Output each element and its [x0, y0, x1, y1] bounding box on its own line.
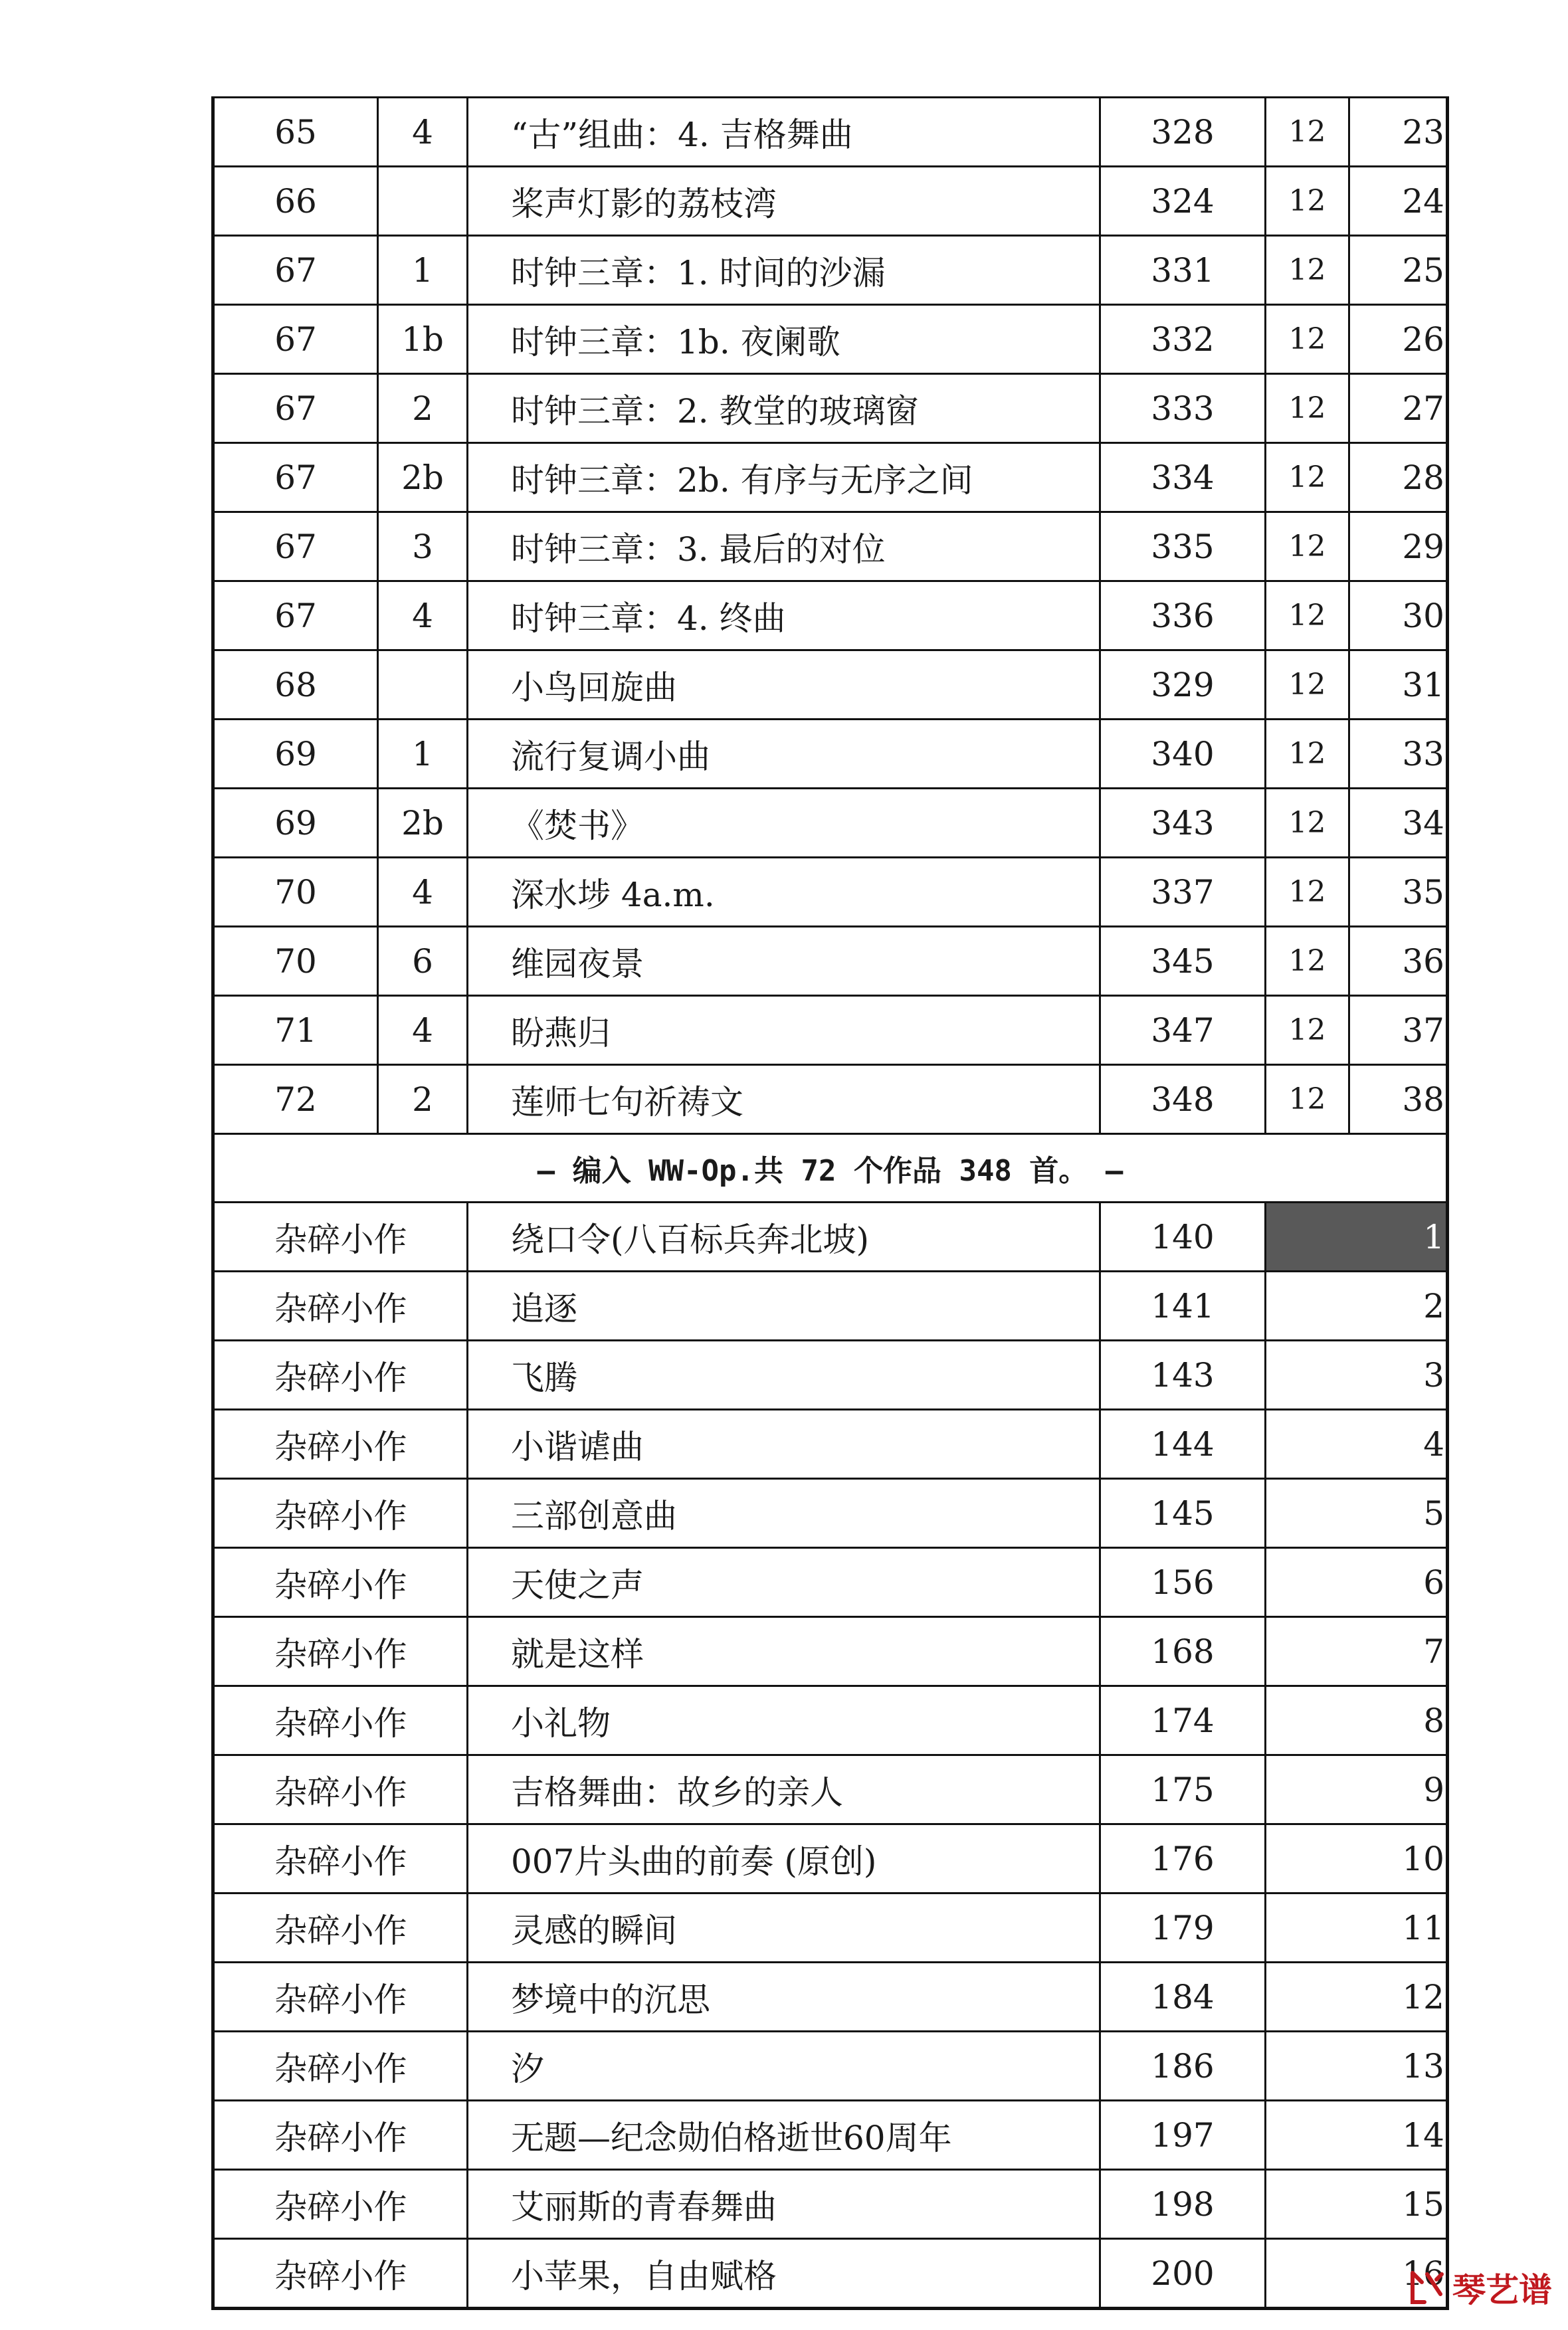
table-row — [213, 443, 1448, 512]
table-row — [213, 1272, 1448, 1341]
piece-number-cell: 3 — [378, 512, 468, 581]
category-cell: 杂碎小作 — [213, 1686, 468, 1755]
title-cell: 就是这样 — [468, 1617, 1100, 1686]
catalog-code-cell: 144 — [1100, 1410, 1266, 1479]
volume-cell: 12 — [1266, 927, 1349, 996]
table-row — [213, 1548, 1448, 1617]
table-row — [213, 512, 1448, 581]
title-cell: 盼燕归 — [468, 996, 1100, 1065]
piece-number-cell — [378, 650, 468, 720]
title-cell: 无题—纪念勋伯格逝世60周年 — [468, 2101, 1100, 2170]
piece-number-cell: 4 — [378, 581, 468, 650]
volume-cell: 12 — [1266, 305, 1349, 374]
music-logo-icon — [1407, 2268, 1447, 2307]
catalog-code-cell: 337 — [1100, 858, 1266, 927]
volume-cell: 12 — [1266, 512, 1349, 581]
title-cell: 三部创意曲 — [468, 1479, 1100, 1548]
catalog-code-cell: 343 — [1100, 789, 1266, 858]
piece-number-cell: 1b — [378, 305, 468, 374]
title-cell: 时钟三章：3. 最后的对位 — [468, 512, 1100, 581]
opus-number-cell: 72 — [213, 1065, 378, 1134]
volume-cell: 12 — [1266, 1065, 1349, 1134]
title-cell: 深水埗 4a.m. — [468, 858, 1100, 927]
table-row — [213, 374, 1448, 443]
piece-number-cell: 1 — [378, 236, 468, 305]
title-cell: 灵感的瞬间 — [468, 1893, 1100, 1963]
table-row — [213, 1963, 1448, 2032]
category-cell: 杂碎小作 — [213, 2170, 468, 2239]
volume-cell: 12 — [1266, 98, 1349, 167]
index-cell: 38 — [1349, 1065, 1448, 1134]
table-row — [213, 2032, 1448, 2101]
title-cell: 绕口令(八百标兵奔北坡) — [468, 1203, 1100, 1272]
index-cell: 30 — [1349, 581, 1448, 650]
category-cell: 杂碎小作 — [213, 1755, 468, 1824]
title-cell: 追逐 — [468, 1272, 1100, 1341]
table-row — [213, 2239, 1448, 2309]
title-cell: 小礼物 — [468, 1686, 1100, 1755]
table-row — [213, 996, 1448, 1065]
opus-number-cell: 70 — [213, 927, 378, 996]
index-cell: 36 — [1349, 927, 1448, 996]
watermark-logo — [1407, 2261, 1552, 2314]
index-cell: 11 — [1266, 1893, 1448, 1963]
opus-number-cell: 65 — [213, 98, 378, 167]
catalog-code-cell: 332 — [1100, 305, 1266, 374]
catalog-code-cell: 145 — [1100, 1479, 1266, 1548]
title-cell: 小谐谑曲 — [468, 1410, 1100, 1479]
table-row — [213, 1410, 1448, 1479]
opus-number-cell: 69 — [213, 720, 378, 789]
title-cell: 时钟三章：2. 教堂的玻璃窗 — [468, 374, 1100, 443]
table-row — [213, 2101, 1448, 2170]
table-row — [213, 98, 1448, 167]
opus-number-cell: 67 — [213, 443, 378, 512]
title-cell: 小苹果，自由赋格 — [468, 2239, 1100, 2309]
opus-number-cell: 67 — [213, 236, 378, 305]
volume-cell: 12 — [1266, 581, 1349, 650]
volume-cell: 12 — [1266, 443, 1349, 512]
piece-number-cell: 4 — [378, 996, 468, 1065]
catalog-code-cell: 348 — [1100, 1065, 1266, 1134]
opus-number-cell: 71 — [213, 996, 378, 1065]
table-row — [213, 581, 1448, 650]
table-body — [213, 98, 1448, 2309]
piece-number-cell: 1 — [378, 720, 468, 789]
catalog-code-cell: 324 — [1100, 167, 1266, 236]
volume-cell: 12 — [1266, 236, 1349, 305]
index-cell: 29 — [1349, 512, 1448, 581]
index-cell: 33 — [1349, 720, 1448, 789]
title-cell: 艾丽斯的青春舞曲 — [468, 2170, 1100, 2239]
catalog-code-cell: 197 — [1100, 2101, 1266, 2170]
table-row — [213, 650, 1448, 720]
index-cell: 14 — [1266, 2101, 1448, 2170]
table-row — [213, 1617, 1448, 1686]
piece-number-cell — [378, 167, 468, 236]
index-cell: 6 — [1266, 1548, 1448, 1617]
table-row — [213, 1203, 1448, 1272]
piece-number-cell: 2b — [378, 789, 468, 858]
opus-number-cell: 67 — [213, 581, 378, 650]
table-row — [213, 1479, 1448, 1548]
table-row — [213, 1824, 1448, 1893]
volume-cell: 12 — [1266, 789, 1349, 858]
index-cell: 35 — [1349, 858, 1448, 927]
index-cell: 25 — [1349, 236, 1448, 305]
title-cell: 天使之声 — [468, 1548, 1100, 1617]
catalog-code-cell: 174 — [1100, 1686, 1266, 1755]
opus-number-cell: 67 — [213, 374, 378, 443]
catalog-code-cell: 334 — [1100, 443, 1266, 512]
index-cell: 34 — [1349, 789, 1448, 858]
category-cell: 杂碎小作 — [213, 1548, 468, 1617]
piece-number-cell: 2 — [378, 374, 468, 443]
catalog-code-cell: 143 — [1100, 1341, 1266, 1410]
category-cell: 杂碎小作 — [213, 1203, 468, 1272]
piece-number-cell: 2 — [378, 1065, 468, 1134]
index-cell: 37 — [1349, 996, 1448, 1065]
index-cell: 3 — [1266, 1341, 1448, 1410]
catalog-code-cell: 175 — [1100, 1755, 1266, 1824]
catalog-code-cell: 176 — [1100, 1824, 1266, 1893]
category-cell: 杂碎小作 — [213, 2101, 468, 2170]
category-cell: 杂碎小作 — [213, 1824, 468, 1893]
opus-number-cell: 69 — [213, 789, 378, 858]
volume-cell: 12 — [1266, 650, 1349, 720]
piece-number-cell: 6 — [378, 927, 468, 996]
catalog-code-cell: 140 — [1100, 1203, 1266, 1272]
category-cell: 杂碎小作 — [213, 1341, 468, 1410]
title-cell: 桨声灯影的荔枝湾 — [468, 167, 1100, 236]
table-row — [213, 1893, 1448, 1963]
title-cell: 《焚书》 — [468, 789, 1100, 858]
title-cell: 007片头曲的前奏 (原创) — [468, 1824, 1100, 1893]
opus-number-cell: 67 — [213, 305, 378, 374]
title-cell: 汐 — [468, 2032, 1100, 2101]
category-cell: 杂碎小作 — [213, 2032, 468, 2101]
category-cell: 杂碎小作 — [213, 2239, 468, 2309]
table-row — [213, 858, 1448, 927]
title-cell: 时钟三章：1. 时间的沙漏 — [468, 236, 1100, 305]
index-cell: 23 — [1349, 98, 1448, 167]
category-cell: 杂碎小作 — [213, 1272, 468, 1341]
title-cell: 梦境中的沉思 — [468, 1963, 1100, 2032]
title-cell: 小鸟回旋曲 — [468, 650, 1100, 720]
table-row — [213, 789, 1448, 858]
index-cell: 7 — [1266, 1617, 1448, 1686]
category-cell: 杂碎小作 — [213, 1410, 468, 1479]
volume-cell: 12 — [1266, 996, 1349, 1065]
piece-number-cell: 4 — [378, 858, 468, 927]
table-row — [213, 236, 1448, 305]
table-row — [213, 927, 1448, 996]
index-cell: 15 — [1266, 2170, 1448, 2239]
index-cell: 27 — [1349, 374, 1448, 443]
title-cell: “古”组曲：4. 吉格舞曲 — [468, 98, 1100, 167]
catalog-code-cell: 179 — [1100, 1893, 1266, 1963]
title-cell: 维园夜景 — [468, 927, 1100, 996]
index-cell: 13 — [1266, 2032, 1448, 2101]
category-cell: 杂碎小作 — [213, 1963, 468, 2032]
catalog-code-cell: 141 — [1100, 1272, 1266, 1341]
table-row — [213, 720, 1448, 789]
summary-row — [213, 1134, 1448, 1203]
catalog-code-cell: 340 — [1100, 720, 1266, 789]
title-cell: 流行复调小曲 — [468, 720, 1100, 789]
catalog-code-cell: 186 — [1100, 2032, 1266, 2101]
table-row — [213, 1755, 1448, 1824]
catalog-code-cell: 156 — [1100, 1548, 1266, 1617]
index-cell: 26 — [1349, 305, 1448, 374]
catalog-code-cell: 184 — [1100, 1963, 1266, 2032]
catalog-code-cell: 333 — [1100, 374, 1266, 443]
table-row — [213, 1341, 1448, 1410]
index-cell: 4 — [1266, 1410, 1448, 1479]
index-cell: 24 — [1349, 167, 1448, 236]
piece-number-cell: 4 — [378, 98, 468, 167]
title-cell: 吉格舞曲：故乡的亲人 — [468, 1755, 1100, 1824]
index-cell: 12 — [1266, 1963, 1448, 2032]
score-index-table — [211, 96, 1449, 2310]
catalog-code-cell: 335 — [1100, 512, 1266, 581]
catalog-code-cell: 168 — [1100, 1617, 1266, 1686]
index-cell: 10 — [1266, 1824, 1448, 1893]
catalog-code-cell: 198 — [1100, 2170, 1266, 2239]
table-row — [213, 167, 1448, 236]
table-row — [213, 1686, 1448, 1755]
summary-cell: – 编入 WW-Op.共 72 个作品 348 首。 – — [213, 1134, 1448, 1203]
opus-number-cell: 67 — [213, 512, 378, 581]
table-row — [213, 1065, 1448, 1134]
piece-number-cell: 2b — [378, 443, 468, 512]
index-cell: 16 — [1266, 2239, 1448, 2309]
table-row — [213, 305, 1448, 374]
index-cell: 1 — [1266, 1203, 1448, 1272]
index-cell: 8 — [1266, 1686, 1448, 1755]
volume-cell: 12 — [1266, 167, 1349, 236]
catalog-code-cell: 331 — [1100, 236, 1266, 305]
index-cell: 28 — [1349, 443, 1448, 512]
title-cell: 莲师七句祈祷文 — [468, 1065, 1100, 1134]
catalog-code-cell: 347 — [1100, 996, 1266, 1065]
logo-text: 琴艺谱 — [1452, 2271, 1552, 2309]
volume-cell: 12 — [1266, 374, 1349, 443]
index-cell: 2 — [1266, 1272, 1448, 1341]
index-cell: 9 — [1266, 1755, 1448, 1824]
category-cell: 杂碎小作 — [213, 1617, 468, 1686]
volume-cell: 12 — [1266, 858, 1349, 927]
opus-number-cell: 68 — [213, 650, 378, 720]
title-cell: 飞腾 — [468, 1341, 1100, 1410]
index-cell: 5 — [1266, 1479, 1448, 1548]
category-cell: 杂碎小作 — [213, 1893, 468, 1963]
title-cell: 时钟三章：1b. 夜阑歌 — [468, 305, 1100, 374]
catalog-code-cell: 328 — [1100, 98, 1266, 167]
opus-number-cell: 66 — [213, 167, 378, 236]
opus-number-cell: 70 — [213, 858, 378, 927]
catalog-code-cell: 345 — [1100, 927, 1266, 996]
table-row — [213, 2170, 1448, 2239]
title-cell: 时钟三章：4. 终曲 — [468, 581, 1100, 650]
category-cell: 杂碎小作 — [213, 1479, 468, 1548]
score-index-document — [211, 96, 1446, 2310]
catalog-code-cell: 336 — [1100, 581, 1266, 650]
volume-cell: 12 — [1266, 720, 1349, 789]
index-cell: 31 — [1349, 650, 1448, 720]
catalog-code-cell: 200 — [1100, 2239, 1266, 2309]
catalog-code-cell: 329 — [1100, 650, 1266, 720]
title-cell: 时钟三章：2b. 有序与无序之间 — [468, 443, 1100, 512]
